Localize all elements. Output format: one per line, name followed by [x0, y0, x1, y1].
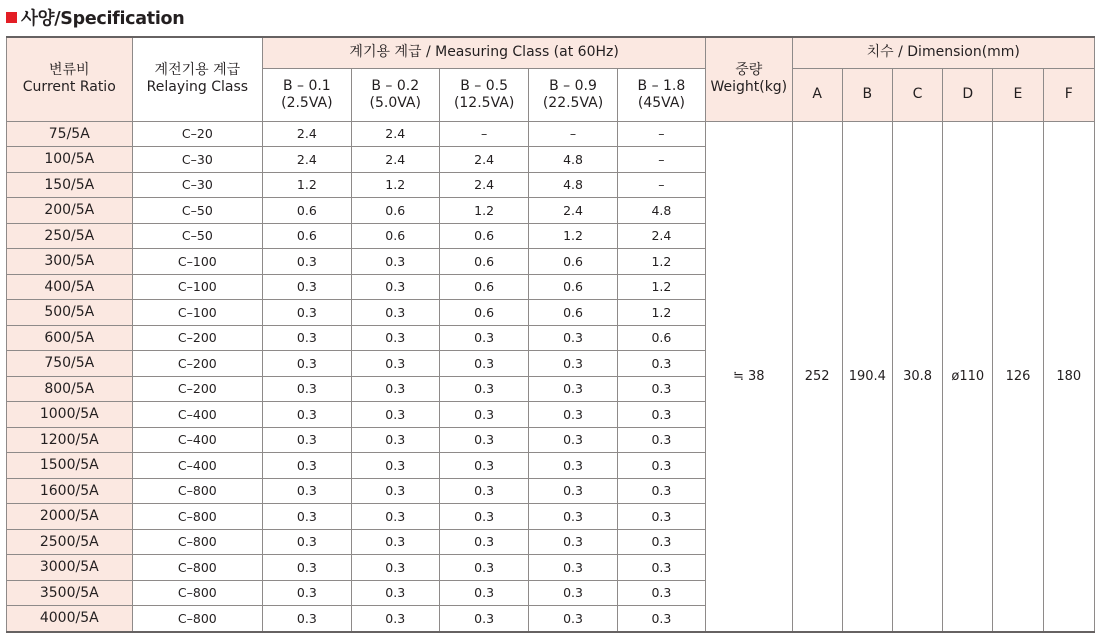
- measuring-value-cell: –: [617, 147, 705, 173]
- header-burden-name: B – 0.9: [549, 77, 597, 94]
- dimension-value-cell: ø110: [943, 121, 993, 632]
- header-relaying-class-ko: 계전기용 계급: [154, 62, 241, 79]
- current-ratio-cell: 600/5A: [7, 325, 133, 351]
- measuring-value-cell: 2.4: [439, 172, 528, 198]
- measuring-value-cell: 0.3: [529, 427, 617, 453]
- measuring-value-cell: 0.3: [351, 555, 439, 581]
- header-weight-en: Weight(kg): [710, 79, 788, 96]
- measuring-value-cell: 2.4: [263, 147, 351, 173]
- measuring-value-cell: 0.3: [529, 453, 617, 479]
- measuring-value-cell: 0.3: [351, 453, 439, 479]
- header-dimension-letter: B: [842, 68, 892, 121]
- measuring-value-cell: 0.3: [263, 478, 351, 504]
- measuring-value-cell: 0.6: [351, 223, 439, 249]
- measuring-value-cell: 0.3: [351, 300, 439, 326]
- measuring-value-cell: 0.3: [529, 325, 617, 351]
- measuring-value-cell: 0.3: [529, 376, 617, 402]
- measuring-value-cell: 0.3: [617, 376, 705, 402]
- relaying-class-cell: C–800: [132, 606, 263, 632]
- relaying-class-cell: C–200: [132, 376, 263, 402]
- current-ratio-cell: 800/5A: [7, 376, 133, 402]
- measuring-value-cell: 0.3: [439, 325, 528, 351]
- current-ratio-cell: 1200/5A: [7, 427, 133, 453]
- measuring-value-cell: 0.3: [351, 478, 439, 504]
- title-marker-icon: [6, 12, 17, 23]
- header-burden-name: B – 1.8: [637, 77, 686, 94]
- relaying-class-cell: C–50: [132, 223, 263, 249]
- relaying-class-cell: C–200: [132, 325, 263, 351]
- measuring-value-cell: 0.6: [263, 223, 351, 249]
- measuring-value-cell: 0.3: [617, 402, 705, 428]
- header-burden: [439, 68, 528, 121]
- measuring-value-cell: 0.3: [439, 529, 528, 555]
- measuring-value-cell: 0.3: [351, 402, 439, 428]
- measuring-value-cell: 0.3: [617, 529, 705, 555]
- current-ratio-cell: 150/5A: [7, 172, 133, 198]
- measuring-value-cell: 0.3: [439, 555, 528, 581]
- measuring-value-cell: 1.2: [529, 223, 617, 249]
- specification-table: [6, 36, 1095, 633]
- header-burden-va: (12.5VA): [453, 94, 515, 111]
- relaying-class-cell: C–800: [132, 555, 263, 581]
- section-title-text: 사양/Specification: [21, 8, 185, 29]
- measuring-value-cell: –: [439, 121, 528, 147]
- measuring-value-cell: 0.3: [263, 402, 351, 428]
- relaying-class-cell: C–20: [132, 121, 263, 147]
- measuring-value-cell: 0.3: [617, 351, 705, 377]
- measuring-value-cell: 0.3: [263, 325, 351, 351]
- measuring-value-cell: 0.3: [529, 478, 617, 504]
- current-ratio-cell: 3000/5A: [7, 555, 133, 581]
- measuring-value-cell: 0.3: [351, 249, 439, 275]
- header-dimension-letter: D: [943, 68, 993, 121]
- header-dimension-letter: A: [792, 68, 842, 121]
- relaying-class-cell: C–800: [132, 504, 263, 530]
- measuring-value-cell: 0.3: [263, 529, 351, 555]
- measuring-value-cell: 2.4: [617, 223, 705, 249]
- measuring-value-cell: 4.8: [529, 172, 617, 198]
- header-relaying-class-en: Relaying Class: [146, 79, 249, 96]
- measuring-value-cell: 0.3: [439, 376, 528, 402]
- measuring-value-cell: 0.3: [529, 606, 617, 632]
- measuring-value-cell: 2.4: [351, 121, 439, 147]
- measuring-value-cell: 0.3: [263, 427, 351, 453]
- measuring-value-cell: 0.3: [617, 606, 705, 632]
- measuring-value-cell: 0.3: [529, 529, 617, 555]
- measuring-value-cell: 1.2: [617, 274, 705, 300]
- measuring-value-cell: 0.3: [529, 580, 617, 606]
- current-ratio-cell: 400/5A: [7, 274, 133, 300]
- measuring-value-cell: 1.2: [351, 172, 439, 198]
- header-burden-name: B – 0.1: [282, 77, 331, 94]
- measuring-value-cell: 0.6: [439, 274, 528, 300]
- measuring-value-cell: 0.6: [439, 223, 528, 249]
- measuring-value-cell: 0.3: [263, 504, 351, 530]
- measuring-value-cell: 0.6: [529, 274, 617, 300]
- measuring-value-cell: 0.3: [263, 376, 351, 402]
- measuring-value-cell: 0.3: [439, 606, 528, 632]
- measuring-value-cell: 4.8: [529, 147, 617, 173]
- current-ratio-cell: 4000/5A: [7, 606, 133, 632]
- measuring-value-cell: 0.3: [351, 427, 439, 453]
- header-burden-va: (22.5VA): [542, 94, 604, 111]
- measuring-value-cell: 0.3: [351, 376, 439, 402]
- header-current-ratio-en: Current Ratio: [22, 79, 116, 96]
- relaying-class-cell: C–800: [132, 580, 263, 606]
- measuring-value-cell: 2.4: [439, 147, 528, 173]
- relaying-class-cell: C–30: [132, 147, 263, 173]
- measuring-value-cell: 1.2: [263, 172, 351, 198]
- measuring-value-cell: 0.3: [439, 351, 528, 377]
- relaying-class-cell: C–800: [132, 529, 263, 555]
- measuring-value-cell: 0.3: [529, 351, 617, 377]
- relaying-class-cell: C–400: [132, 402, 263, 428]
- measuring-value-cell: 0.6: [617, 325, 705, 351]
- header-burden: [617, 68, 705, 121]
- measuring-value-cell: 0.3: [263, 274, 351, 300]
- measuring-value-cell: 0.3: [439, 402, 528, 428]
- measuring-value-cell: 1.2: [439, 198, 528, 224]
- header-burden-va: (45VA): [637, 94, 685, 111]
- current-ratio-cell: 100/5A: [7, 147, 133, 173]
- weight-value-cell: ≒ 38: [706, 121, 792, 632]
- header-burden-name: B – 0.5: [460, 77, 508, 94]
- measuring-value-cell: 0.6: [439, 300, 528, 326]
- measuring-value-cell: 0.6: [351, 198, 439, 224]
- measuring-value-cell: 0.3: [351, 351, 439, 377]
- current-ratio-cell: 3500/5A: [7, 580, 133, 606]
- dimension-value-cell: 190.4: [842, 121, 892, 632]
- header-weight-ko: 중량: [735, 62, 763, 79]
- measuring-value-cell: 0.3: [439, 453, 528, 479]
- header-measuring-class: 계기용 계급 / Measuring Class (at 60Hz): [263, 37, 706, 68]
- relaying-class-cell: C–200: [132, 351, 263, 377]
- measuring-value-cell: 0.3: [351, 325, 439, 351]
- measuring-value-cell: –: [617, 172, 705, 198]
- relaying-class-cell: C–30: [132, 172, 263, 198]
- header-relaying-class: [132, 37, 263, 121]
- current-ratio-cell: 75/5A: [7, 121, 133, 147]
- measuring-value-cell: 0.6: [263, 198, 351, 224]
- measuring-value-cell: 0.3: [617, 427, 705, 453]
- header-burden-name: B – 0.2: [371, 77, 420, 94]
- measuring-value-cell: 0.3: [263, 300, 351, 326]
- measuring-value-cell: 0.3: [617, 504, 705, 530]
- dimension-value-cell: 180: [1043, 121, 1094, 632]
- measuring-value-cell: 0.6: [529, 249, 617, 275]
- current-ratio-cell: 1000/5A: [7, 402, 133, 428]
- measuring-value-cell: 4.8: [617, 198, 705, 224]
- header-dimension-letter: C: [892, 68, 942, 121]
- dimension-value-cell: 126: [993, 121, 1043, 632]
- measuring-value-cell: 0.3: [351, 504, 439, 530]
- measuring-value-cell: 0.3: [617, 478, 705, 504]
- header-current-ratio: [7, 37, 133, 121]
- dimension-value-cell: 30.8: [892, 121, 942, 632]
- measuring-value-cell: 0.3: [529, 555, 617, 581]
- measuring-value-cell: 0.3: [351, 274, 439, 300]
- current-ratio-cell: 200/5A: [7, 198, 133, 224]
- measuring-value-cell: 0.3: [351, 606, 439, 632]
- measuring-value-cell: 0.3: [263, 249, 351, 275]
- header-dimension-letter: E: [993, 68, 1043, 121]
- measuring-value-cell: 2.4: [263, 121, 351, 147]
- measuring-value-cell: 1.2: [617, 249, 705, 275]
- measuring-value-cell: 0.3: [529, 504, 617, 530]
- measuring-value-cell: 0.3: [439, 504, 528, 530]
- measuring-value-cell: 1.2: [617, 300, 705, 326]
- measuring-value-cell: 0.3: [351, 580, 439, 606]
- relaying-class-cell: C–100: [132, 274, 263, 300]
- measuring-value-cell: 0.3: [263, 606, 351, 632]
- relaying-class-cell: C–50: [132, 198, 263, 224]
- relaying-class-cell: C–100: [132, 249, 263, 275]
- measuring-value-cell: 0.6: [529, 300, 617, 326]
- measuring-value-cell: 0.3: [263, 351, 351, 377]
- header-weight: [706, 37, 792, 121]
- relaying-class-cell: C–400: [132, 427, 263, 453]
- measuring-value-cell: 0.3: [263, 580, 351, 606]
- current-ratio-cell: 2500/5A: [7, 529, 133, 555]
- measuring-value-cell: 2.4: [529, 198, 617, 224]
- current-ratio-cell: 300/5A: [7, 249, 133, 275]
- header-burden-va: (5.0VA): [369, 94, 421, 111]
- measuring-value-cell: 0.3: [263, 453, 351, 479]
- header-burden-va: (2.5VA): [281, 94, 333, 111]
- header-burden: [529, 68, 617, 121]
- measuring-value-cell: 0.3: [617, 555, 705, 581]
- relaying-class-cell: C–100: [132, 300, 263, 326]
- current-ratio-cell: 750/5A: [7, 351, 133, 377]
- header-dimension-letter: F: [1043, 68, 1094, 121]
- section-title: [6, 4, 184, 30]
- measuring-value-cell: 0.3: [439, 427, 528, 453]
- current-ratio-cell: 1500/5A: [7, 453, 133, 479]
- measuring-value-cell: 0.3: [439, 478, 528, 504]
- current-ratio-cell: 1600/5A: [7, 478, 133, 504]
- current-ratio-cell: 2000/5A: [7, 504, 133, 530]
- measuring-value-cell: –: [617, 121, 705, 147]
- measuring-value-cell: 0.3: [351, 529, 439, 555]
- header-current-ratio-ko: 변류비: [48, 62, 90, 79]
- table-row: [7, 121, 1095, 147]
- current-ratio-cell: 500/5A: [7, 300, 133, 326]
- header-burden: [263, 68, 351, 121]
- measuring-value-cell: 0.6: [439, 249, 528, 275]
- dimension-value-cell: 252: [792, 121, 842, 632]
- measuring-value-cell: 0.3: [617, 580, 705, 606]
- measuring-value-cell: 0.3: [617, 453, 705, 479]
- measuring-value-cell: 0.3: [439, 580, 528, 606]
- measuring-value-cell: –: [529, 121, 617, 147]
- relaying-class-cell: C–800: [132, 478, 263, 504]
- header-burden: [351, 68, 439, 121]
- header-dimension: 치수 / Dimension(mm): [792, 37, 1095, 68]
- relaying-class-cell: C–400: [132, 453, 263, 479]
- measuring-value-cell: 2.4: [351, 147, 439, 173]
- current-ratio-cell: 250/5A: [7, 223, 133, 249]
- measuring-value-cell: 0.3: [263, 555, 351, 581]
- measuring-value-cell: 0.3: [529, 402, 617, 428]
